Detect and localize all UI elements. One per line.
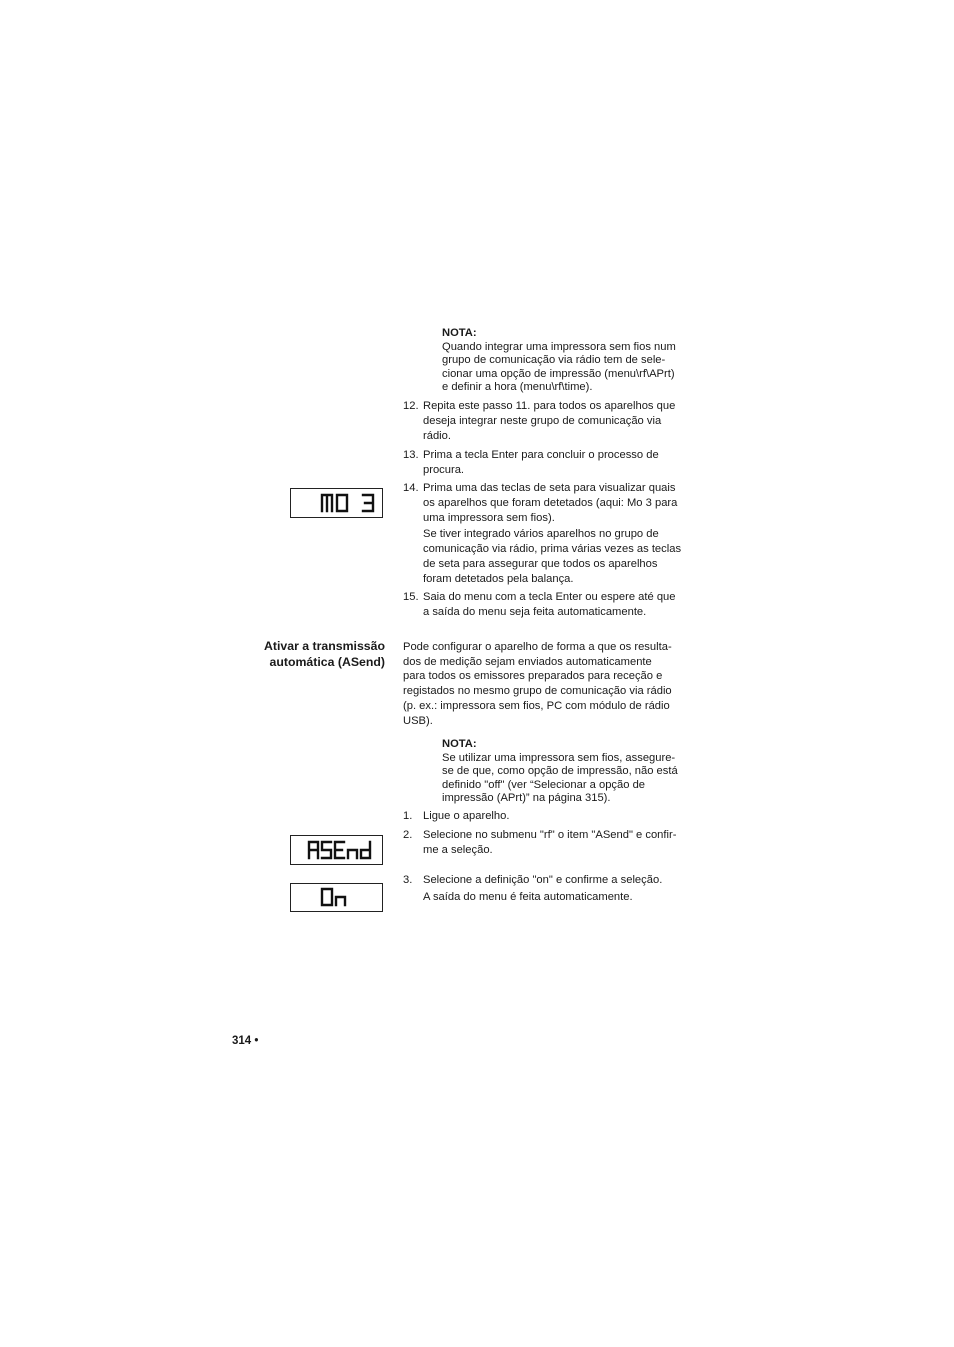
lcd-display-asend (290, 835, 383, 865)
step-number: 13. (403, 449, 419, 461)
section-heading-line: Ativar a transmissão (264, 639, 385, 653)
section-heading-line: automática (ASend) (269, 654, 385, 669)
step-line: Repita este passo 11. para todos os aparelhos que (423, 400, 676, 412)
step-3-result (403, 890, 698, 905)
intro-line: registados no mesmo grupo de comunicação via rádio (403, 685, 672, 698)
step-line: A saída do menu é feita automaticamente. (423, 891, 633, 903)
step-line: a saída do menu seja feita automaticamente. (423, 606, 647, 619)
step-line: deseja integrar neste grupo de comunicação via (423, 415, 662, 428)
lcd-segments-on (291, 884, 382, 910)
step-line: procura. (423, 464, 465, 477)
step-line: Saia do menu com a tecla Enter ou espere até que (423, 591, 676, 603)
note-2 (442, 737, 702, 806)
note-1-title: NOTA: (442, 327, 477, 339)
lcd-text-on (291, 910, 292, 911)
note-2-title: NOTA: (442, 738, 477, 750)
step-2 (403, 828, 698, 858)
note-1-line: e definir a hora (menu\rf\time). (442, 381, 593, 394)
step-line: os aparelhos que foram detetados (aqui: Mo 3 para (423, 497, 678, 510)
step-number: 3. (403, 874, 413, 886)
lcd-display-mo3 (290, 488, 383, 518)
intro-line: para todos os emissores preparados para receção e (403, 670, 663, 683)
step-line: Prima uma das teclas de seta para visualizar quais (423, 482, 676, 494)
step-12 (403, 399, 698, 445)
step-number: 2. (403, 829, 413, 841)
step-line: Se tiver integrado vários aparelhos no grupo de (423, 527, 659, 540)
step-line: Prima a tecla Enter para concluir o processo de (423, 449, 659, 461)
note-1-line: grupo de comunicação via rádio tem de sele- (442, 354, 666, 367)
lcd-text-asend (291, 863, 292, 864)
note-2-line: Se utilizar uma impressora sem fios, assegure- (442, 751, 676, 764)
step-number: 1. (403, 810, 413, 822)
step-line: Selecione no submenu "rf" o item "ASend" e confir- (423, 829, 677, 841)
step-3 (403, 873, 698, 888)
lcd-segments-asend (291, 836, 382, 863)
step-line: uma impressora sem fios). (423, 512, 555, 525)
step-13 (403, 448, 698, 478)
intro-line: Pode configurar o aparelho de forma a que os resulta- (403, 641, 672, 653)
intro-line: dos de medição sejam enviados automaticamente (403, 655, 652, 668)
step-15 (403, 590, 698, 620)
lcd-segments-mo3 (291, 489, 382, 516)
note-2-line: se de que, como opção de impressão, não está (442, 765, 678, 778)
step-line: me a seleção. (423, 844, 493, 857)
note-1-line: cionar uma opção de impressão (menu\rf\APrt) (442, 367, 675, 380)
step-line: comunicação via rádio, prima várias vezes as teclas (423, 542, 682, 555)
note-2-line: definido "off" (ver “Selecionar a opção de (442, 778, 646, 791)
step-number: 14. (403, 482, 419, 494)
step-line: rádio. (423, 430, 451, 443)
section-intro (403, 640, 703, 728)
lcd-text-mo3 (291, 516, 292, 517)
step-1 (403, 809, 698, 824)
step-number: 15. (403, 591, 419, 603)
intro-line: (p. ex.: impressora sem fios, PC com módulo de rádio (403, 699, 670, 712)
note-2-line: impressão (APrt)” na página 315). (442, 792, 611, 805)
note-1 (442, 326, 702, 395)
step-line: de seta para assegurar que todos os aparelhos (423, 558, 658, 571)
note-1-line: Quando integrar uma impressora sem fios num (442, 340, 676, 353)
page-number: 314 • (232, 1035, 259, 1047)
step-number: 12. (403, 400, 419, 412)
section-heading (230, 639, 385, 670)
intro-line: USB). (403, 714, 433, 727)
step-line: Ligue o aparelho. (423, 810, 510, 822)
step-line: foram detetados pela balança. (423, 573, 574, 586)
lcd-display-on (290, 883, 383, 912)
step-line: Selecione a definição "on" e confirme a seleção. (423, 874, 663, 886)
step-14 (403, 481, 698, 587)
